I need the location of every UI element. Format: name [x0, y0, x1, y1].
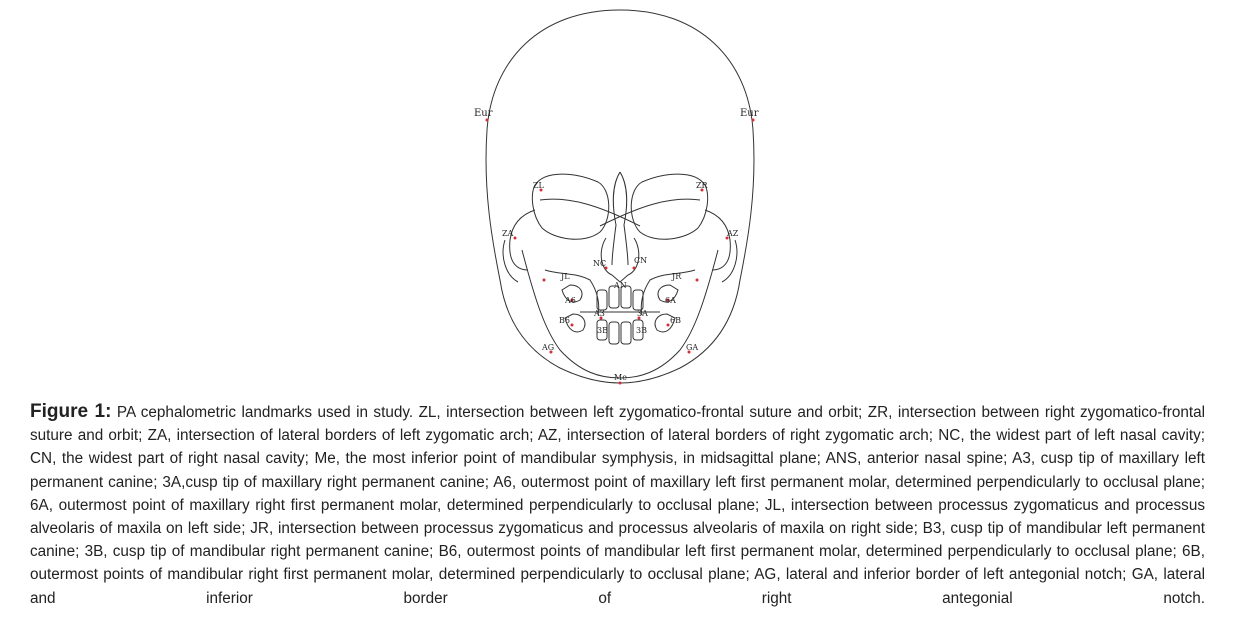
label-az: AZ: [727, 229, 739, 238]
label-ga: GA: [686, 343, 699, 352]
left-zygomatic-arch: [510, 210, 535, 270]
teeth: [562, 285, 678, 344]
label-eur-right: Eur: [740, 108, 759, 119]
maxilla-right: [641, 270, 695, 315]
label-6b: 6B: [670, 316, 681, 325]
label-zr: ZR: [696, 181, 708, 190]
right-zygomatic-arch: [705, 210, 730, 270]
nasal-bone: [612, 172, 628, 265]
landmark-points: [486, 119, 755, 385]
label-3b-right: 3B: [636, 326, 647, 335]
label-ag: AG: [542, 343, 555, 352]
label-cn: CN: [634, 256, 648, 265]
label-jl: JL: [561, 272, 570, 281]
label-zl: ZL: [533, 181, 544, 190]
label-3a: 3A: [637, 309, 648, 318]
label-za: ZA: [502, 229, 514, 238]
mandible-outline: [522, 250, 718, 378]
cranium-outline: [486, 10, 754, 383]
label-an: AN: [614, 281, 627, 290]
label-nc: NC: [593, 259, 607, 268]
label-6a: 6A: [665, 296, 676, 305]
label-3b-left: 3B: [597, 326, 608, 335]
right-ear-shape: [722, 240, 737, 282]
maxilla-left: [545, 270, 599, 315]
label-jr: JR: [672, 272, 682, 281]
figure-label: Figure 1:: [30, 401, 112, 422]
figure-caption: [30, 400, 1205, 610]
label-eur-left: Eur: [474, 108, 493, 119]
label-b6: B6: [559, 316, 570, 325]
label-a3: A3: [594, 309, 605, 318]
left-ear-shape: [503, 240, 518, 282]
label-a6: A6: [565, 296, 576, 305]
label-me: Me: [614, 373, 627, 382]
caption-text: PA cephalometric landmarks used in study. ZL, intersection between left zygomatico-frontal suture and orbit; ZR, intersection between right zygomatico-frontal suture and orbit; ZA, intersection of lateral borders of left zygomatic arch; AZ, intersection of lateral borders of right zygomatic arch; NC, the widest part of left nasal cavity; CN, the widest part of right nasal cavity; Me, the most inferior point of mandibular symphysis, in midsagittal plane; ANS, anterior nasal spine; A3, cusp tip of maxillary left permanent canine; 3A,cusp tip of maxillary right permanent canine; A6, outermost point of maxillary left first permanent molar, determined perpendicularly to occlusal plane; 6A, outermost point of maxillary right first permanent molar, determined perpendicularly to occlusal plane; JL, intersection between processus zygomaticus and processus alveolaris of maxila on left side; JR, intersection between processus zygomaticus and processus alveolaris of maxila on right side; B3, cusp tip of mandibular left permanent canine; 3B, cusp tip of mandibular right permanent canine; B6, outermost points of mandibular left first permanent molar, determined perpendicularly to occlusal plane; 6B, outermost points of mandibular right first permanent molar, determined perpendicularly to occlusal plane; AG, lateral and inferior border of left antegonial notch; GA, lateral and inferior border of right antegonial notch.: [30, 404, 1205, 607]
